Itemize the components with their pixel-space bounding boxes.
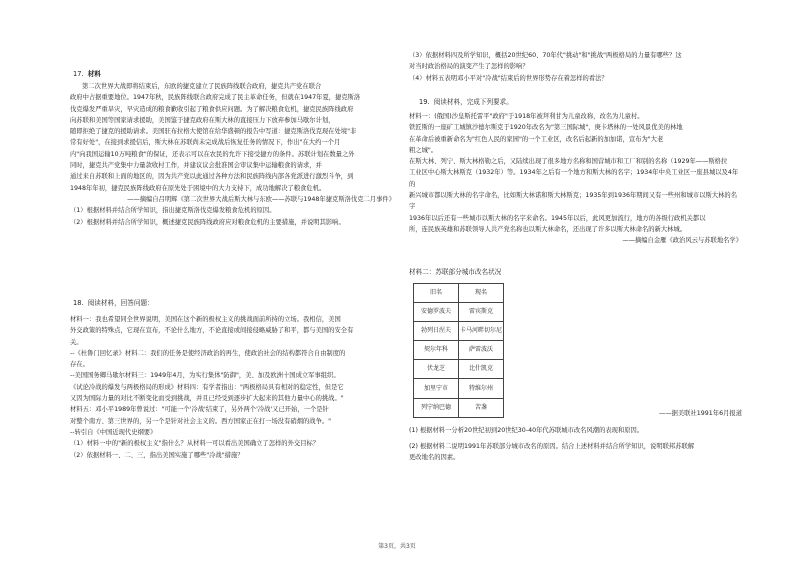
q19-sub2-line: (2) 根据材料二说明1991年苏联部分城市改名的原因。结合上述材料并结合所学知识，说明联邦苏联解: [409, 442, 695, 450]
q18-line: 《试论冷战的爆发与两极格局的形成》材料四：有学者指出："两极格局具有相对的稳定性，但是它: [70, 383, 344, 391]
q19-line: 铁匠斯的一座矿工城镇沙德尔斯克于1920年改名为"第三国际城"，庚卡塔林的一处风景优美的林地: [409, 124, 683, 132]
q19-line: 在斯大林、列宁、斯大林格勒之后，又陆续出现了很多地方名称和国营城市和工厂和别的名称（1929年——斯格拉: [409, 158, 728, 166]
q17-line: 常有好处"，在接到求援信后，斯大林在苏联尚未完成战后恢复任务的情况下，作出"在大约一个月: [70, 139, 341, 147]
q18-title: 阅读材料，回答问题：: [87, 299, 154, 307]
table-cell: 安德罗波夫: [414, 303, 459, 322]
q17-source: ——摘编自吕明辉《第二次世界大战后斯大林与东欧——苏联与1948年捷克斯洛伐克二月事件》: [127, 195, 395, 203]
q19-line: 材料一：(俄国)沙皇斯托雷平"政府"于1918年被拜利甘为儿童改称，改名为儿童村。: [409, 113, 644, 120]
q18-sub2: （2）依据材料一、二、三，指出美国实施了哪些"冷战"措施？: [70, 451, 244, 459]
q17-line: 1948年年初，捷克民族阵线政府在原先处于困境中的大力支持下，成功地解决了粮食危机。: [70, 184, 326, 192]
q17-line: 政府中占据重要地位。1947年秋，民族阵线联合政府完成了民主革命任务，但就在1947年夏，捷克斯洛: [70, 94, 361, 102]
q18-line: 关。: [70, 338, 83, 346]
table-cell: 萨雷波沃: [459, 341, 504, 360]
table-row: [414, 322, 504, 341]
table-header-cell: 现名: [459, 284, 504, 303]
table-cell: 雷宾斯克: [459, 303, 504, 322]
q18-line: --《杜鲁门回忆录》材料二：我们的任务是使经济政治的再生，使政治社会的结构都符合自由制度的: [70, 349, 346, 357]
q17-number: 17.: [73, 70, 84, 78]
q18-line: 存在。: [70, 361, 89, 369]
q18-number: 18.: [73, 299, 84, 307]
q19-material2-title: 材料二：苏联部分城市改名状况: [409, 268, 502, 276]
table-cell: 比什凯克: [459, 360, 504, 379]
q19-number: 19.: [419, 98, 430, 106]
q19-sub2-line: 更改地名的因素。: [409, 453, 460, 461]
q17-title: 材料: [87, 70, 101, 78]
q18-sub3-line: 对当时政治格局的演变产生了怎样的影响？: [409, 63, 529, 71]
table-cell: 契尔年科: [414, 341, 459, 360]
q19-line: 新兴城市都以斯大林的名字命名，比如斯大林诺和斯大林斯克；1935年到1936年期间又有一些州和城市以斯大林的名字: [409, 192, 738, 211]
q18-line: --转引自《中国近现代史纲要》: [70, 428, 157, 436]
table-cell: 卡马河畔切尔尼: [459, 322, 504, 341]
table-cell: 加里宁市: [414, 379, 459, 398]
q18-line: 材料一：我也希望同全世界说明，美国在这个新的极权主义的挑战面前所持的立场。我相信，美国: [70, 316, 341, 323]
table-row: [414, 360, 504, 379]
q18-sub4: （4）材料五表明邓小平对"冷战"结束后的世界形势存在着怎样的看法？: [409, 74, 608, 82]
q18-line: 又因为国际力量的对比不断变化而受到挑战，并且已经受到逐步扩大起来的其他力量中心的挑战。": [70, 395, 344, 403]
q17-line: 向苏联和美国等国家请求援助，美国鉴于捷克政府在斯大林的直接压力下放弃参加马歇尔计划，: [70, 116, 335, 124]
q18-line: --美国国务卿马歇尔材料三：1949年4月，为实行集体"防御"，美、加及欧洲十国成立军事组织。: [70, 372, 340, 380]
q19-material: [409, 111, 742, 247]
q19-line: 在革命后被重新命名为"红色人民的家园"的一个工业区，改名后起新的加加诺，宣布为"大老: [409, 135, 664, 143]
q18-line: 材料五：邓小平1989年曾说过："可能一个'冷战'结束了，另外两个'冷战'又已开始，一个是针: [70, 406, 329, 414]
q17-sub1: （1）根据材料并结合所学知识，指出捷克斯洛伐克爆发粮食危机的原因。: [70, 207, 276, 215]
table-cell: 苦盏: [459, 398, 504, 417]
table-cell: 伏龙芝: [414, 360, 459, 379]
q18-line: 对整个南方、第三世界的，另一个是针对社会主义的。西方国家正在打一场没有硝烟的战争。": [70, 417, 332, 425]
q17-heading: [73, 69, 101, 79]
q18-material: [70, 314, 395, 461]
q17-sub2: （2）根据材料并结合所学知识，概述捷克民族阵线政府应对粮食危机的主要措施，并说明其影响。: [70, 218, 345, 226]
q19-line: 所，连民族英雄和苏联领导人共产党名称也以斯大林命名，还出现了许多以斯大林命名的新大林城。: [409, 225, 687, 233]
q17-line: 同时，捷克共产党集中力量款收村工作，并建议议会批准国会审议集中运输粮食的请求，并: [70, 162, 322, 170]
table-cell: 特维尔州: [459, 379, 504, 398]
table-cell: 列宁纳巴德: [414, 398, 459, 417]
q19-title: 阅读材料，完成下列要求。: [433, 98, 513, 106]
table-row: [414, 341, 504, 360]
q17-line: 内"向我国运输10万吨粮食"的保证，还表示可以在农民的允许下接受捷方的条件。苏联计划在数量之外: [70, 150, 355, 158]
q19-table-source: ——据美联社1991年6月报道: [658, 410, 742, 417]
q18-sub1: （1）材料一中的"新的极权主义"指什么？从材料一可以看出美国确立了怎样的外交目标？: [70, 440, 320, 448]
q19-sub1: (1) 根据材料一分析20世纪初到20世纪30-40年代苏联城市改名风潮的表现和原因。: [409, 427, 644, 435]
q19-subquestions: [409, 408, 742, 463]
table-row: [414, 379, 504, 398]
page-footer: 第3页，共3页: [378, 543, 416, 550]
q18-heading: [73, 298, 154, 308]
table-row: [414, 303, 504, 322]
q17-material: [70, 81, 395, 228]
q19-line: 粗之城"。: [409, 146, 438, 154]
q17-line: 伐克爆发严重旱灾，早灾造成的粮食歉收引起了粮食供应问题。为了解决粮食危机，捷克民族阵线政府: [70, 105, 354, 113]
table-cell: 勃列日涅夫: [414, 322, 459, 341]
q19-line: 工业区中心斯大林斯克（1932年）等。1934年之后有一个地方和斯大林的名字；1934年中央工业区一座县城以及4年的: [409, 169, 739, 188]
q17-line: 随即拒绝了捷克的援助请求。美国驻布拉格大使馆在给华盛顿的报告中写道：捷克斯洛伐克现在处境"非: [70, 128, 357, 136]
q19-line: 1936年以后还有一些城市以斯大林的名字来命名。1945年以后，此风更加流行，地方的各级行政机关都以: [409, 214, 706, 222]
city-rename-table: [413, 283, 504, 418]
q18-line: 外交政策的特殊点，它现在宣布，不论什么地方，不论直接或间接侵略威胁了和平，都与美国的安全有: [70, 327, 354, 335]
table-header-cell: 旧名: [414, 284, 459, 303]
q19-source: ——摘编自金雁《政治风云与苏联地名学》: [622, 237, 742, 245]
table-header-row: [414, 284, 504, 303]
q17-line: 通过来自苏联和上面的地区的，因为共产党以此通过各种方法和民族阵线内部各党派进行激烈斗争，到: [70, 173, 354, 181]
q17-line: 第二次世界大战即将结束后，东欧的捷克建立了民族阵线联合政府，捷克共产党在联合: [82, 83, 322, 90]
right-top-questions: [409, 50, 742, 84]
q19-heading: [419, 97, 513, 107]
q18-sub3-line: （3）依据材料四及所学知识，概括20世纪60、70年代"挑动"和"挑战"两极格局的力量有哪些？这: [409, 52, 682, 59]
